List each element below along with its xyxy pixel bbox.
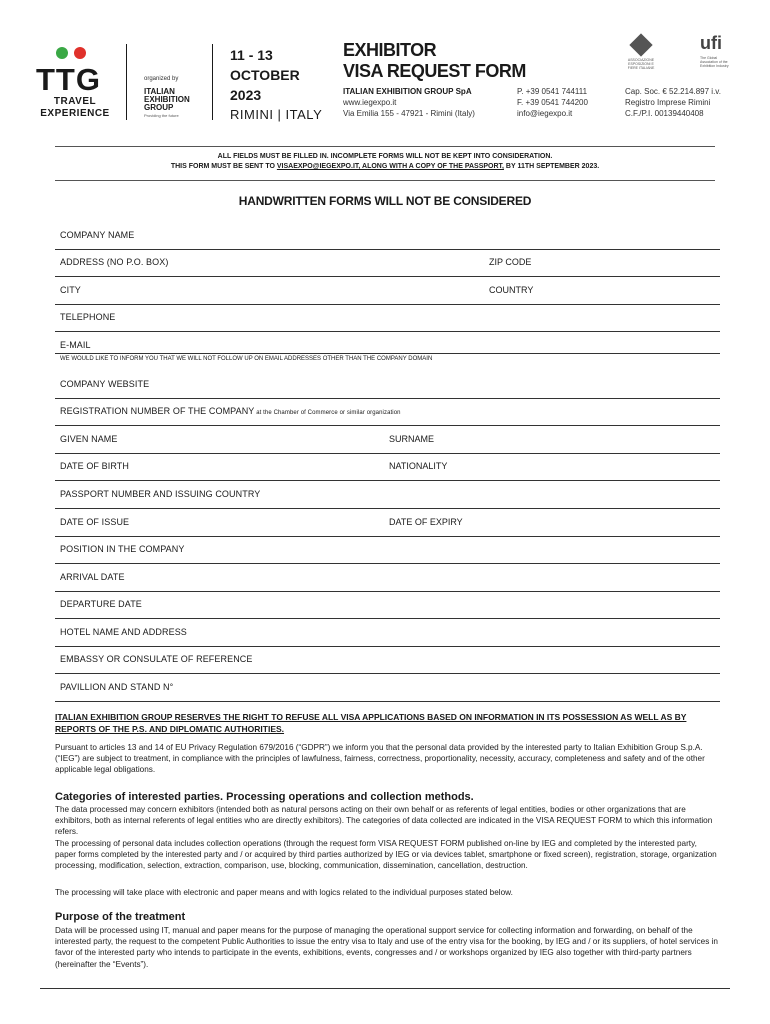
embassy-field[interactable] <box>55 652 720 674</box>
registration-field[interactable] <box>55 404 720 426</box>
passport-field[interactable] <box>55 487 720 509</box>
date-month: OCTOBER <box>230 67 300 83</box>
submission-notice <box>55 152 715 172</box>
address-label: ADDRESS (NO P.O. BOX) <box>60 257 169 267</box>
share-capital: Cap. Soc. € 52.214.897 i.v. <box>625 87 721 96</box>
company-website: www.iegexpo.it <box>343 98 397 107</box>
divider-bottom <box>55 180 715 181</box>
ieg-tagline: Providing the future <box>144 113 179 118</box>
contact-block <box>517 86 588 119</box>
embassy-label: EMBASSY OR CONSULATE OF REFERENCE <box>60 654 253 664</box>
given-name-field[interactable] <box>55 432 720 454</box>
email-note: WE WOULD LIKE TO INFORM YOU THAT WE WILL NOT FOLLOW UP ON EMAIL ADDRESSES OTHER THAN THE COMPANY DOMAIN <box>60 356 433 362</box>
notice-line1: ALL FIELDS MUST BE FILLED IN. INCOMPLETE FORMS WILL NOT BE KEPT INTO CONSIDERATION. <box>217 153 553 160</box>
date-days: 11 - 13 <box>230 47 273 63</box>
form-title <box>343 40 526 82</box>
ttg-logo-subtitle <box>36 96 114 120</box>
website-field[interactable] <box>55 377 720 399</box>
position-field[interactable] <box>55 542 720 564</box>
date-of-birth-field[interactable] <box>55 459 720 481</box>
page-header <box>0 0 770 140</box>
date-of-birth-label: DATE OF BIRTH <box>60 461 129 471</box>
date-of-issue-label: DATE OF ISSUE <box>60 517 130 527</box>
organized-by-label: organized by <box>144 76 179 82</box>
header-divider <box>212 44 213 120</box>
notice-line2-post: BY 11TH SEPTEMBER 2023. <box>503 163 600 170</box>
notice-line2 <box>55 162 715 172</box>
aefi-logo <box>624 34 658 70</box>
form-title-line2: VISA REQUEST FORM <box>343 61 526 81</box>
company-name-label: COMPANY NAME <box>60 230 135 240</box>
registration-note: at the Chamber of Commerce or similar organization <box>254 410 401 416</box>
city-label: CITY <box>60 285 81 295</box>
purpose-paragraph: Data will be processed using IT, manual and paper means for the purpose of managing the operational support service for collecting information and forwarding, on behalf of the interested party, the request to the competent Public Authorities to issue the entry visa to Italy and use of the entry visa for the booking, by IEG and / or its suppliers, of hotel services in favor of the interested party who intends to participate in the events, exhibitions, events, congresses and / or workshops organized by IEG also together with third-party partners (hereinafter the “Events”). <box>55 926 718 969</box>
date-of-expiry-label: DATE OF EXPIRY <box>389 517 463 527</box>
header-divider <box>126 44 127 120</box>
event-location: RIMINI | ITALY <box>230 107 323 122</box>
event-dates <box>230 45 322 125</box>
departure-date-label: DEPARTURE DATE <box>60 599 142 609</box>
categories-paragraph-1: The data processed may concern exhibitors (intended both as natural persons acting on their own behalf or as referents of legal entities, bodies or other organizations that are exhibitors, both as internal referents of legal entities who are directly exhibitors). The categories of data collected are indicated in the VISA REQUEST FORM to which this information refers. <box>55 805 713 837</box>
business-registry: Registro Imprese Rimini <box>625 98 711 107</box>
form-title-line1: EXHIBITOR <box>343 40 437 60</box>
legal-info-block <box>625 86 721 119</box>
ieg-logo-line1: ITALIAN <box>144 87 175 96</box>
ieg-logo-line3: GROUP <box>144 103 174 112</box>
phone-number: P. +39 0541 744111 <box>517 87 588 96</box>
registration-label: REGISTRATION NUMBER OF THE COMPANY <box>60 406 255 416</box>
categories-paragraph-2: The processing of personal data includes collection operations (through the request form VISA REQUEST FORM published on-line by IEG and completed by the interested party, paper forms completed by the interested party and / or acquired by third parties authorized by IEG or via devices tablet, smartphone or fixed screen), registration, storage, organization processing, modification, selection, extraction, comparison, use, blocking, communication, dissemination, cancellation, destruction. <box>55 839 717 871</box>
website-label: COMPANY WEBSITE <box>60 379 150 389</box>
passport-label: PASSPORT NUMBER AND ISSUING COUNTRY <box>60 489 261 499</box>
pavilion-stand-label: PAVILLION AND STAND N° <box>60 682 174 692</box>
company-name-field[interactable] <box>55 228 720 250</box>
notice-email-link[interactable]: VISAEXPO@IEGEXPO.IT, ALONG WITH A COPY OF THE PASSPORT, <box>276 163 504 170</box>
ieg-logo-line2: EXHIBITION <box>144 95 190 104</box>
aefi-mark-icon <box>629 33 652 56</box>
ttg-logo <box>36 44 114 124</box>
arrival-date-label: ARRIVAL DATE <box>60 572 125 582</box>
company-name: ITALIAN EXHIBITION GROUP SpA <box>343 87 472 96</box>
ufi-logo-text: ufi <box>700 33 722 53</box>
divider-top <box>55 146 715 147</box>
footer-divider <box>40 988 730 989</box>
ttg-sub-line2: EXPERIENCE <box>40 108 110 119</box>
vat-number: C.F./P.I. 00139440408 <box>625 109 704 118</box>
company-address: Via Emilia 155 - 47921 - Rimini (Italy) <box>343 109 475 118</box>
surname-label: SURNAME <box>389 434 435 444</box>
departure-date-field[interactable] <box>55 597 720 619</box>
ufi-subtitle: The Global Association of the Exhibition Industry <box>700 56 729 68</box>
zip-code-label: ZIP CODE <box>489 257 532 267</box>
company-address-block <box>343 86 475 119</box>
date-of-issue-field[interactable] <box>55 515 720 537</box>
fax-number: F. +39 0541 744200 <box>517 98 588 107</box>
address-field[interactable] <box>55 255 720 277</box>
telephone-label: TELEPHONE <box>60 312 116 322</box>
email-label: E-MAIL <box>60 340 91 350</box>
red-dot-icon <box>74 47 86 59</box>
position-label: POSITION IN THE COMPANY <box>60 544 185 554</box>
notice-line2-pre: THIS FORM MUST BE SENT TO <box>170 163 277 170</box>
categories-title: Categories of interested parties. Processing operations and collection methods. <box>55 791 474 803</box>
ieg-logo <box>144 88 190 112</box>
pavilion-stand-field[interactable] <box>55 680 720 702</box>
arrival-date-field[interactable] <box>55 570 720 592</box>
date-year: 2023 <box>230 87 262 103</box>
city-field[interactable] <box>55 283 720 305</box>
telephone-field[interactable] <box>55 310 720 332</box>
reserve-right-notice: ITALIAN EXHIBITION GROUP RESERVES THE RIGHT TO REFUSE ALL VISA APPLICATIONS BASED ON INFORMATION IN ITS POSSESSION AS WELL AS BY REPORTS OF THE P.S. AND DIPLOMATIC AUTHORITIES. <box>55 712 687 734</box>
country-label: COUNTRY <box>489 285 534 295</box>
green-dot-icon <box>56 47 68 59</box>
ttg-logo-text: TTG <box>36 62 101 97</box>
contact-email: info@iegexpo.it <box>517 109 573 118</box>
ttg-sub-line1: TRAVEL <box>53 96 97 107</box>
gdpr-paragraph: Pursuant to articles 13 and 14 of EU Privacy Regulation 679/2016 (“GDPR”) we inform you that the personal data provided by the interested party to Italian Exhibition Group S.p.A. (“IEG”) are subject to treatment, in compliance with the principles of lawfulness, fairness, correctness, proportionality, necessity, accuracy, completeness and safety and of the other applicable legal obligations. <box>55 743 705 775</box>
given-name-label: GIVEN NAME <box>60 434 118 444</box>
hotel-field[interactable] <box>55 625 720 647</box>
handwritten-warning: HANDWRITTEN FORMS WILL NOT BE CONSIDERED <box>238 194 532 208</box>
ufi-logo <box>700 34 734 68</box>
nationality-label: NATIONALITY <box>389 461 448 471</box>
purpose-title: Purpose of the treatment <box>55 911 186 923</box>
hotel-label: HOTEL NAME AND ADDRESS <box>60 627 187 637</box>
aefi-text: ASSOCIAZIONE ESPOSIZIONI E FIERE ITALIANE <box>627 58 655 70</box>
categories-paragraph-3: The processing will take place with electronic and paper means and with logics related to the individual purposes stated below. <box>55 888 513 897</box>
email-field[interactable] <box>55 338 720 354</box>
